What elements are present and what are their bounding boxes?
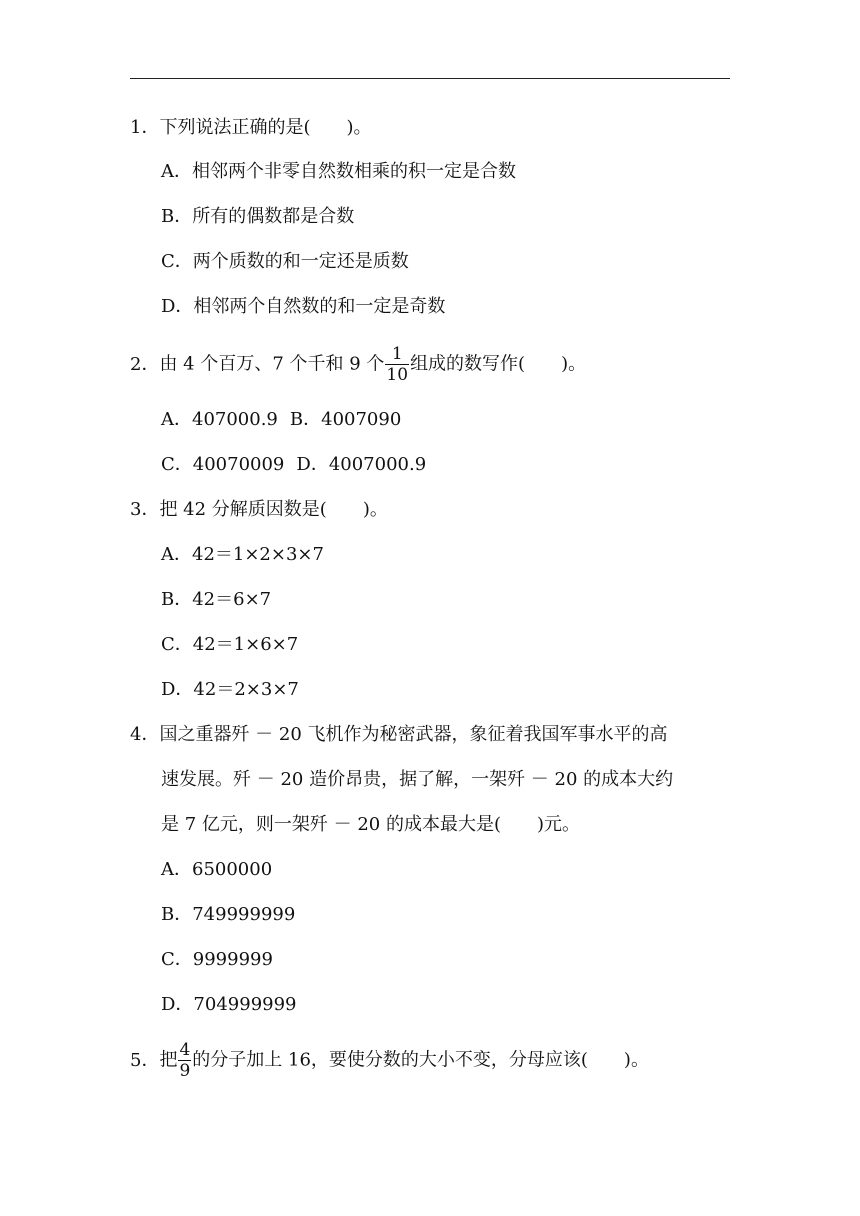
option-row-2ab (161, 408, 401, 432)
question-number: 5． (130, 1049, 160, 1071)
option-4d[interactable]: D．704999999 (161, 994, 297, 1015)
fraction-denominator: 10 (386, 365, 409, 385)
question-stem: 把 42 分解质因数是( )。 (159, 499, 388, 520)
question-number: 1． (130, 117, 160, 138)
question-stem-line-1: 国之重器歼 － 20 飞机作为秘密武器，象征着我国军事水平的高 (159, 724, 668, 745)
option-3b[interactable]: B．42＝6×7 (161, 589, 272, 610)
question-number: 3． (130, 499, 160, 520)
option-row-2cd (161, 453, 426, 477)
question-3 (130, 498, 388, 522)
fraction-numerator: 4 (179, 1040, 191, 1060)
option-1c[interactable]: C．两个质数的和一定还是质数 (161, 251, 409, 272)
header-rule (130, 78, 730, 79)
option-1b[interactable]: B．所有的偶数都是合数 (161, 206, 355, 227)
option-2a[interactable]: A．407000.9 (161, 409, 278, 430)
option-3d[interactable]: D．42＝2×3×7 (161, 679, 299, 700)
option-4c[interactable]: C．9999999 (161, 949, 273, 970)
option-1d[interactable]: D．相邻两个自然数的和一定是奇数 (161, 296, 446, 317)
question-stem-before: 由 4 个百万、7 个千和 9 个 (159, 353, 385, 375)
fraction (178, 1040, 191, 1081)
option-4a[interactable]: A．6500000 (161, 859, 273, 880)
fraction-denominator: 9 (179, 1061, 191, 1081)
option-3c[interactable]: C．42＝1×6×7 (161, 634, 299, 655)
option-2c[interactable]: C．40070009 (161, 454, 285, 475)
question-4 (130, 723, 668, 747)
question-stem-after: 的分子加上 16，要使分数的大小不变，分母应该( )。 (192, 1049, 649, 1071)
question-stem-after: 组成的数写作( )。 (410, 353, 587, 375)
question-2 (130, 344, 586, 385)
option-4b[interactable]: B．749999999 (161, 904, 296, 925)
question-5 (130, 1040, 649, 1081)
option-1a[interactable]: A．相邻两个非零自然数相乘的积一定是合数 (161, 161, 516, 182)
question-number: 4． (130, 724, 160, 745)
fraction (385, 344, 409, 385)
question-stem: 下列说法正确的是( )。 (159, 117, 372, 138)
question-1 (130, 116, 372, 140)
option-2d[interactable]: D．4007000.9 (296, 454, 427, 475)
question-stem-before: 把 (159, 1049, 178, 1071)
option-2b[interactable]: B．4007090 (289, 409, 402, 430)
question-stem-line-3: 是 7 亿元，则一架歼 － 20 的成本最大是( )元。 (161, 814, 581, 835)
fraction-numerator: 1 (385, 344, 409, 365)
question-stem-line-2: 速发展。歼 － 20 造价昂贵，据了解，一架歼 － 20 的成本大约 (161, 769, 674, 790)
question-number: 2． (130, 353, 160, 375)
option-3a[interactable]: A．42＝1×2×3×7 (161, 544, 324, 565)
